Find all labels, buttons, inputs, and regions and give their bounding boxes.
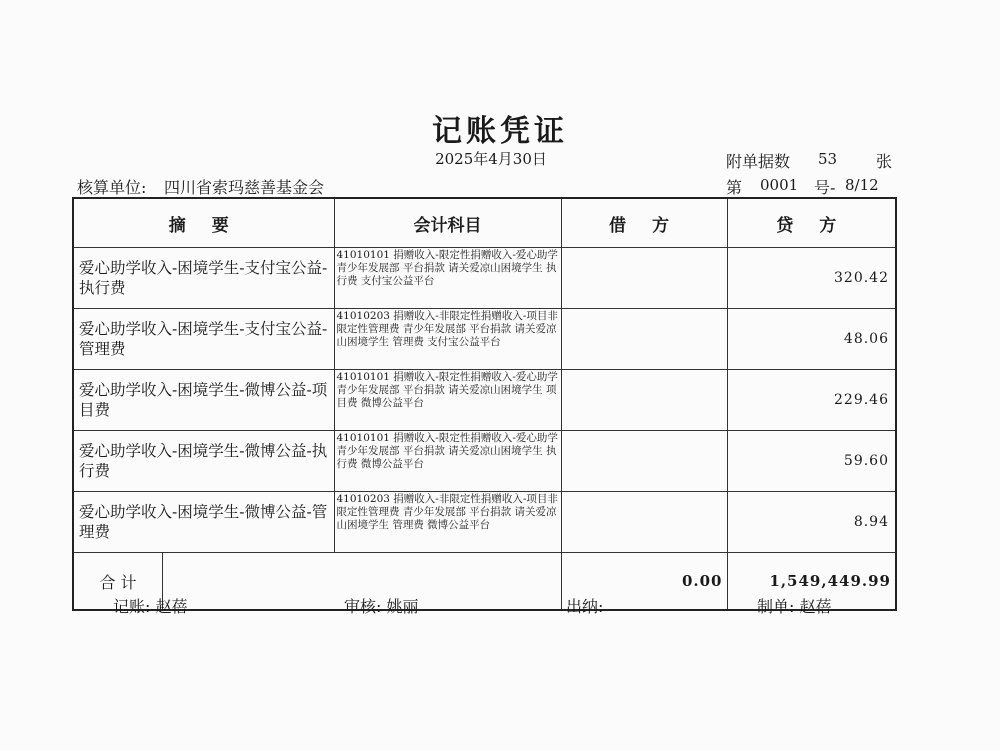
row-credit: 59.60 bbox=[727, 431, 896, 492]
total-label: 合 计 bbox=[74, 553, 163, 609]
voucher-page: 8/12 bbox=[845, 176, 879, 194]
row-account: 41010101 捐赠收入-限定性捐赠收入-爱心助学 青少年发展部 平台捐款 请关爱凉山困境学生 执行费 支付宝公益平台 bbox=[334, 248, 561, 309]
header-debit: 借 方 bbox=[561, 198, 727, 248]
attachment-count: 53 bbox=[818, 150, 838, 168]
table-row bbox=[73, 492, 896, 553]
row-account: 41010203 捐赠收入-非限定性捐赠收入-项目非限定性管理费 青少年发展部 平台捐款 请关爱凉山困境学生 管理费 微博公益平台 bbox=[334, 492, 561, 553]
voucher-title: 记账凭证 bbox=[432, 114, 568, 149]
voucher-no-prefix: 第 bbox=[726, 178, 743, 197]
voucher-number: 0001 bbox=[760, 176, 799, 194]
row-summary: 爱心助学收入-困境学生-微博公益-项目费 bbox=[73, 370, 334, 431]
table-row bbox=[73, 309, 896, 370]
row-summary: 爱心助学收入-困境学生-支付宝公益-管理费 bbox=[73, 309, 334, 370]
row-credit: 8.94 bbox=[727, 492, 896, 553]
total-debit: 0.00 bbox=[561, 553, 727, 611]
voucher-table bbox=[72, 197, 897, 611]
attachment-unit: 张 bbox=[876, 152, 893, 171]
accounting-unit-value: 四川省索玛慈善基金会 bbox=[164, 178, 325, 197]
row-debit bbox=[561, 309, 727, 370]
header-credit: 贷 方 bbox=[727, 198, 896, 248]
row-account: 41010101 捐赠收入-限定性捐赠收入-爱心助学 青少年发展部 平台捐款 请关爱凉山困境学生 执行费 微博公益平台 bbox=[334, 431, 561, 492]
total-credit: 1,549,449.99 bbox=[727, 553, 896, 611]
table-row bbox=[73, 248, 896, 309]
attachment-label: 附单据数 bbox=[726, 152, 791, 171]
cashier-signature: 出纳: bbox=[566, 597, 604, 616]
row-account: 41010203 捐赠收入-非限定性捐赠收入-项目非限定性管理费 青少年发展部 平台捐款 请关爱凉山困境学生 管理费 支付宝公益平台 bbox=[334, 309, 561, 370]
row-summary: 爱心助学收入-困境学生-微博公益-执行费 bbox=[73, 431, 334, 492]
row-debit bbox=[561, 431, 727, 492]
row-credit: 320.42 bbox=[727, 248, 896, 309]
header-summary: 摘 要 bbox=[73, 198, 334, 248]
reviewer-signature: 审核: 姚丽 bbox=[344, 597, 419, 616]
row-credit: 48.06 bbox=[727, 309, 896, 370]
table-row bbox=[73, 370, 896, 431]
accounting-unit-label: 核算单位: bbox=[77, 178, 147, 197]
row-account: 41010101 捐赠收入-限定性捐赠收入-爱心助学 青少年发展部 平台捐款 请关爱凉山困境学生 项目费 微博公益平台 bbox=[334, 370, 561, 431]
table-header-row bbox=[73, 198, 896, 248]
header-account: 会计科目 bbox=[334, 198, 561, 248]
row-summary: 爱心助学收入-困境学生-微博公益-管理费 bbox=[73, 492, 334, 553]
table-row bbox=[73, 431, 896, 492]
row-summary: 爱心助学收入-困境学生-支付宝公益-执行费 bbox=[73, 248, 334, 309]
voucher-no-suffix: 号- bbox=[814, 178, 836, 197]
bookkeeper-signature: 记账: 赵蓓 bbox=[113, 597, 188, 616]
row-debit bbox=[561, 248, 727, 309]
row-credit: 229.46 bbox=[727, 370, 896, 431]
preparer-signature: 制单: 赵蓓 bbox=[757, 597, 832, 616]
row-debit bbox=[561, 370, 727, 431]
row-debit bbox=[561, 492, 727, 553]
voucher-date: 2025年4月30日 bbox=[435, 150, 547, 168]
